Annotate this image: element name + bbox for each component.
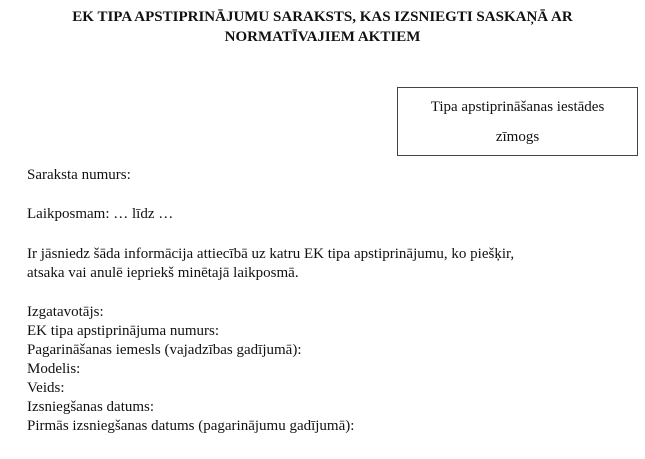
title-line-1: EK TIPA APSTIPRINĀJUMU SARAKSTS, KAS IZSNIEGTI SASKAŅĀ AR [72,9,573,25]
field-issue-date: Izsniegšanas datums: [27,399,155,415]
stamp-box-line-2: zīmogs [495,129,540,145]
stamp-box-line-1: Tipa apstiprināšanas iestādes [430,99,605,115]
field-extension-reason: Pagarināšanas iemesls (vajadzības gadījumā): [27,342,302,358]
field-model: Modelis: [27,361,81,377]
field-approval-number: EK tipa apstiprinājuma numurs: [27,323,220,339]
period-label: Laikposmam: … līdz … [27,206,174,222]
document-title [0,7,645,47]
stamp-box [397,87,638,156]
field-type: Veids: [27,380,65,396]
field-list [27,303,354,436]
field-first-issue-date: Pirmās izsniegšanas datums (pagarinājumu gadījumā): [27,418,355,434]
instruction-line-1: Ir jāsniedz šāda informācija attiecībā uz katru EK tipa apstiprinājumu, ko piešķir, [27,246,515,262]
list-number-label: Saraksta numurs: [27,167,131,183]
instruction-line-2: atsaka vai anulē iepriekš minētajā laikposmā. [27,265,299,281]
field-manufacturer: Izgatavotājs: [27,304,104,320]
title-line-2: NORMATĪVAJIEM AKTIEM [224,29,421,45]
